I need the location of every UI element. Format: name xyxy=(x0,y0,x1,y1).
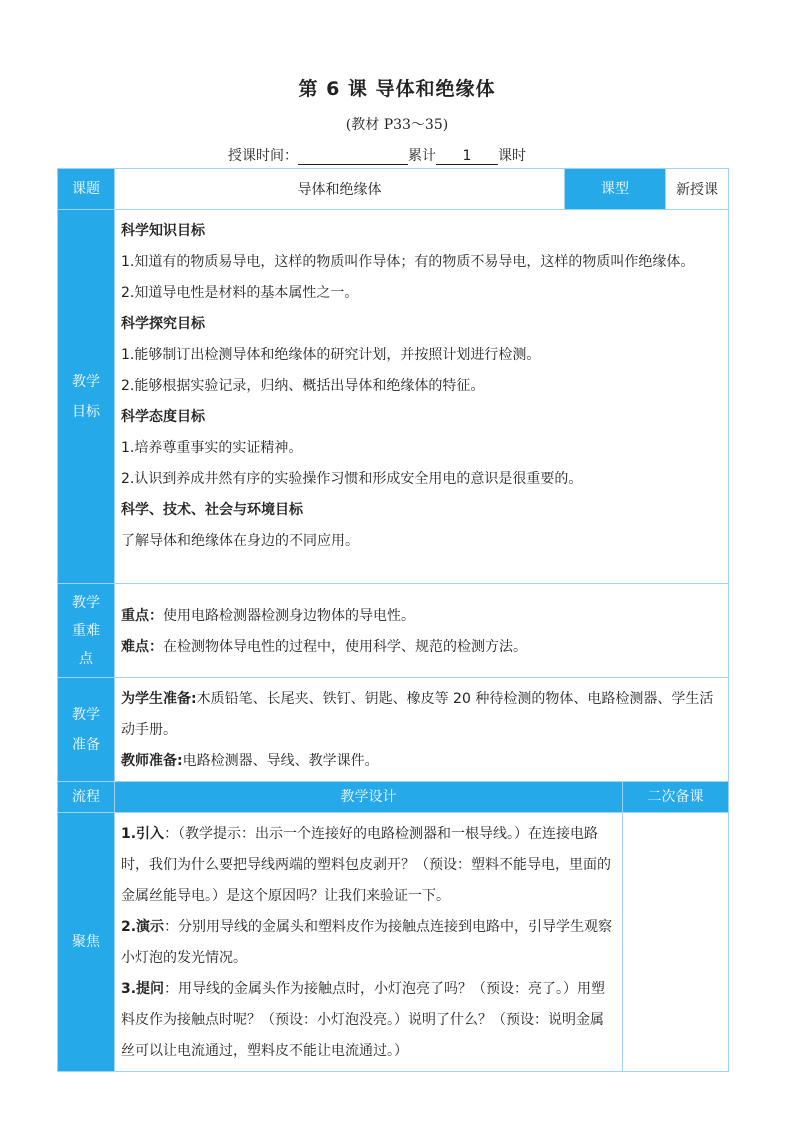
second-prep-label: 二次备课 xyxy=(623,782,729,813)
flow-label: 流程 xyxy=(58,782,115,813)
difficulty: 在检测物体导电性的过程中，使用科学、规范的检测方法。 xyxy=(163,638,527,655)
goal-item: 1.知道有的物质易导电，这样的物质叫作导体；有的物质不易导电，这样的物质叫作绝缘体。 xyxy=(121,254,695,270)
teacher-prep-label: 教师准备: xyxy=(121,753,183,769)
goal-item: 2.能够根据实验记录，归纳、概括出导体和绝缘体的特征。 xyxy=(121,378,485,394)
second-prep-cell xyxy=(623,813,729,1072)
topic-value: 导体和绝缘体 xyxy=(115,169,565,210)
step-text: ：分别用导线的金属头和塑料皮作为接触点连接到电路中，引导学生观察小灯泡的发光情况。 xyxy=(121,919,613,966)
goal-item: 1.培养尊重事实的实证精神。 xyxy=(121,440,303,456)
step-label: 3.提问 xyxy=(121,981,165,997)
goal-heading: 科学知识目标 xyxy=(121,223,205,239)
type-value: 新授课 xyxy=(666,169,729,210)
prep-content xyxy=(115,678,729,782)
focus-content xyxy=(115,584,729,678)
goal-item: 2.知道导电性是材料的基本属性之一。 xyxy=(121,285,359,301)
student-prep: 木质铅笔、长尾夹、铁钉、钥匙、橡皮等 20 种待检测的物体、电路检测器、学生活动手册。 xyxy=(121,691,714,738)
type-label: 课型 xyxy=(565,169,666,210)
step-text: ：用导线的金属头作为接触点时，小灯泡亮了吗？（预设：亮了。）用塑料皮作为接触点时呢？（预设：小灯泡没亮。）说明了什么？（预设：说明金属丝可以让电流通过，塑料皮不能让电流通过。） xyxy=(121,981,606,1059)
goal-item: 1.能够制订出检测导体和绝缘体的研究计划，并按照计划进行检测。 xyxy=(121,347,541,363)
goal-heading: 科学、技术、社会与环境目标 xyxy=(121,502,303,518)
design-label: 教学设计 xyxy=(115,782,623,813)
class-time-blank xyxy=(298,148,408,165)
student-prep-label: 为学生准备: xyxy=(121,691,197,707)
goal-item: 2.认识到养成井然有序的实验操作习惯和形成安全用电的意识是很重要的。 xyxy=(121,471,583,487)
class-time-label: 授课时间： xyxy=(228,148,298,164)
step-label: 2.演示 xyxy=(121,919,165,935)
goal-item: 了解导体和绝缘体在身边的不同应用。 xyxy=(121,533,359,549)
key-point: 使用电路检测器检测身边物体的导电性。 xyxy=(163,607,415,624)
prep-label: 教学准备 xyxy=(58,678,115,782)
goal-heading: 科学探究目标 xyxy=(121,316,205,332)
lesson-plan-table xyxy=(57,168,729,1072)
lesson-title: 第 6 课 导体和绝缘体 xyxy=(298,78,496,100)
topic-label: 课题 xyxy=(58,169,115,210)
teacher-prep: 电路检测器、导线、教学课件。 xyxy=(182,753,379,769)
class-time-line xyxy=(228,145,526,165)
goal-heading: 科学态度目标 xyxy=(121,409,205,425)
stage-label: 聚焦 xyxy=(58,813,115,1072)
goals-content xyxy=(115,210,729,584)
step-text: ：（教学提示：出示一个连接好的电路检测器和一根导线。）在连接电路时，我们为什么要把导线两端的塑料包皮剥开？（预设：塑料不能导电，里面的金属丝能导电。）是这个原因吗？让我们来验证一下。 xyxy=(121,826,611,904)
lesson-count: 1 xyxy=(436,148,498,165)
key-point-label: 重点： xyxy=(121,607,163,624)
textbook-pages: (教材 P33～35) xyxy=(345,117,449,133)
step-label: 1.引入 xyxy=(121,826,165,842)
steps-content xyxy=(115,813,623,1072)
lesson-unit: 课时 xyxy=(498,148,526,164)
focus-label: 教学重难点 xyxy=(58,584,115,678)
cumulative-label: 累计 xyxy=(408,148,436,164)
difficulty-label: 难点： xyxy=(121,638,163,655)
goals-label: 教学目标 xyxy=(58,210,115,584)
